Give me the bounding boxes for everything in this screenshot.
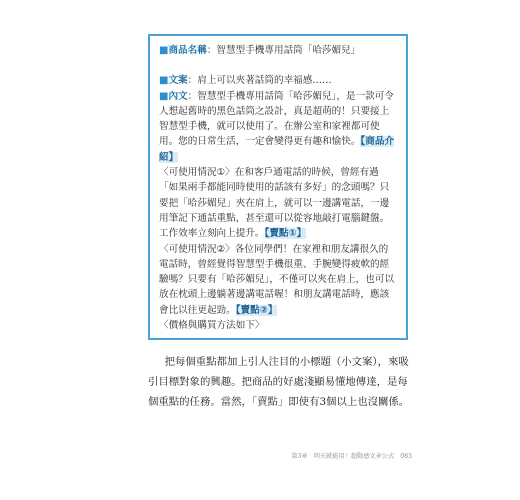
square-bullet-icon: ■ — [159, 90, 169, 102]
price-line: 〈價格與購買方法如下〉 — [159, 320, 265, 332]
selling-point-2-tag: 【賣點②】 — [235, 304, 278, 316]
situation-1-text: 〈可使用情況①〉在和客戶通電話的時候，曾經有過「如果兩手都能同時使用的話該有多好」的念頭嗎？只要把「哈莎媚兒」夾在肩上，就可以一邊講電話，一邊用筆記下通話重點，甚至還可以從容地敲打電腦鍵盤。工作效率立刻向上提升。 — [159, 167, 390, 240]
square-bullet-icon: ■ — [159, 75, 169, 87]
copy-value: ：肩上可以夾著話筒的幸福感…… — [187, 75, 332, 87]
body-paragraph: 把每個重點都加上引人注目的小標題（小文案），來吸引目標對象的興趣。把商品的好處淺顯易懂地傳達，是每個重點的任務。當然，「賣點」即使有3個以上也沒關係。 — [148, 356, 410, 408]
situation-2-text: 〈可使用情況②〉各位同學們！在家裡和朋友講很久的電話時，曾經覺得智慧型手機很重、手腕變得疲軟的經驗嗎？只要有「哈莎媚兒」，不僅可以夾在肩上，也可以放在枕頭上邊躺著邊講電話喔！和朋友講電話時，應該會比以往更起勁。 — [159, 243, 395, 316]
product-intro-tag: 【商品介紹】 — [159, 136, 395, 163]
copy-line — [159, 73, 397, 88]
product-copy-example-box — [148, 34, 408, 340]
chapter-title: 第3章 明天就能用！超動感文章公式 — [291, 453, 395, 460]
content-label: 內文 — [168, 90, 188, 102]
product-name-label: 商品名稱 — [168, 45, 207, 56]
product-name-line — [159, 43, 397, 58]
body-text — [148, 352, 410, 412]
content-intro-text: ：智慧型手機專用話筒「哈莎媚兒」，是一款可令人想起舊時的黑色話筒之設計，真是超萌的！只要接上智慧型手機，就可以使用了。在辦公室和家裡都可使用。您的日常生活，一定會變得更有趣和愉快。 — [159, 90, 394, 148]
situation-2-paragraph — [159, 242, 397, 318]
situation-1-paragraph — [159, 165, 397, 241]
page-number: 083 — [400, 453, 412, 460]
selling-point-1-tag: 【賣點①】 — [264, 228, 307, 240]
copy-label: 文案 — [168, 75, 188, 87]
product-name-value: ：智慧型手機專用話筒「哈莎媚兒」 — [206, 45, 361, 56]
page-footer — [0, 451, 412, 460]
content-intro-paragraph — [159, 89, 397, 165]
square-bullet-icon: ■ — [159, 45, 169, 56]
